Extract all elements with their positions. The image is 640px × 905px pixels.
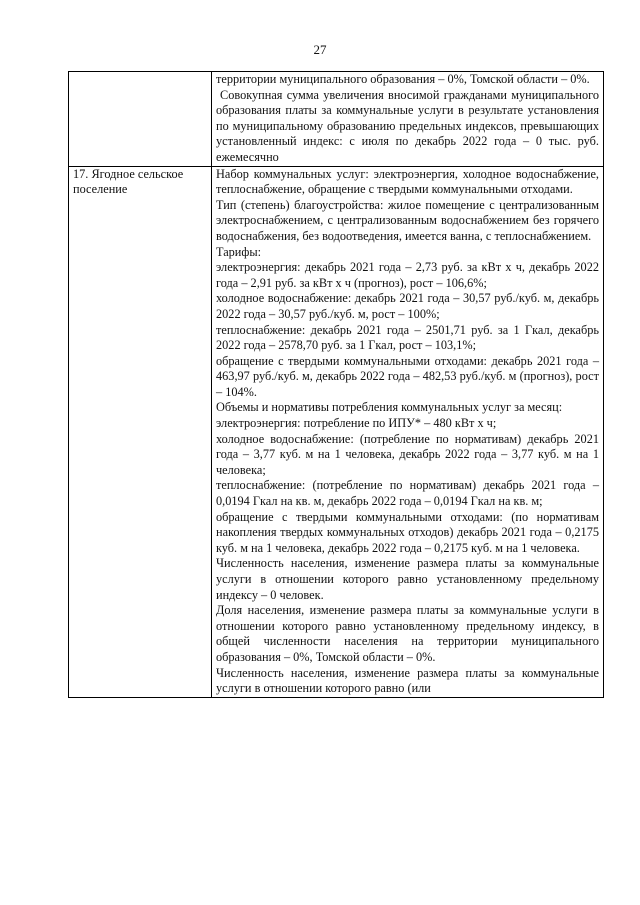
paragraph: Доля населения, изменение размера платы за коммунальные услуги в отношении которого равно установленному предельному индексу, в общей численности населения на территории муниципального образования – 0%, Томской области – 0%.: [216, 603, 599, 664]
paragraph: холодное водоснабжение: декабрь 2021 года – 30,57 руб./куб. м, декабрь 2022 года – 30,57 руб./куб. м, рост – 100%;: [216, 291, 599, 321]
municipality-table: [68, 71, 604, 698]
paragraph: территории муниципального образования – 0%, Томской области – 0%.: [216, 72, 590, 86]
paragraph: теплоснабжение: (потребление по нормативам) декабрь 2021 года – 0,0194 Гкал на кв. м, декабрь 2022 года – 0,0194 Гкал на кв. м;: [216, 478, 599, 509]
table-row-continued: [69, 72, 604, 167]
description-cell: [212, 166, 604, 697]
paragraph: Тарифы:: [216, 244, 262, 259]
paragraph: обращение с твердыми коммунальными отходами: декабрь 2021 года – 463,97 руб./куб. м, декабрь 2022 года – 482,53 руб./куб. м (прогноз), рост – 104%.: [216, 353, 599, 399]
paragraph: холодное водоснабжение: (потребление по нормативам) декабрь 2021 года – 3,77 куб. м на 1 человека, декабрь 2022 года – 3,77 куб. м на 1 человека;: [216, 431, 599, 477]
page-number: 27: [313, 42, 327, 57]
municipality-cell: 17. Ягодное сельское поселение: [69, 166, 212, 697]
paragraph: Численность населения, изменение размера платы за коммунальные услуги в отношении которого равно (или: [216, 665, 599, 696]
paragraph: Совокупная сумма увеличения вносимой гражданами муниципального образования платы за коммунальные услуги в результате установления по муниципальному образованию предельных индексов, превышающих установленный индекс: с июля по декабрь 2022 года – 0 тыс. руб. ежемесячно: [216, 87, 599, 164]
paragraph: Тип (степень) благоустройства: жилое помещение с централизованным электроснабжением, с централизованным водоснабжением без горячего водоснабжения, без водоотведения, имеется ванна, с теплоснабжением.: [216, 197, 599, 243]
paragraph: Набор коммунальных услуг: электроэнергия, холодное водоснабжение, теплоснабжение, обращение с твердыми коммунальными отходами.: [216, 166, 599, 197]
paragraph: Численность населения, изменение размера платы за коммунальные услуги в отношении которого равно установленному предельному индексу – 0 человек.: [216, 556, 599, 602]
municipality-cell: [69, 72, 212, 167]
paragraph: теплоснабжение: декабрь 2021 года – 2501,71 руб. за 1 Гкал, декабрь 2022 года – 2578,70 руб. за 1 Гкал, рост – 103,1%;: [216, 322, 599, 353]
paragraph: электроэнергия: декабрь 2021 года – 2,73 руб. за кВт х ч, декабрь 2022 года – 2,91 руб. за кВт х ч (прогноз), рост – 106,6%;: [216, 260, 599, 290]
table-row-17: [69, 166, 604, 697]
paragraph: Объемы и нормативы потребления коммунальных услуг за месяц:: [216, 400, 563, 415]
paragraph: электроэнергия: потребление по ИПУ* – 480 кВт х ч;: [216, 416, 497, 431]
paragraph: обращение с твердыми коммунальными отходами: (по нормативам накопления твердых коммунальных отходов) декабрь 2021 года – 0,2175 куб. м на 1 человека, декабрь 2022 года – 0,2175 куб. м на 1 человека.: [216, 509, 599, 555]
description-cell: [212, 72, 604, 167]
